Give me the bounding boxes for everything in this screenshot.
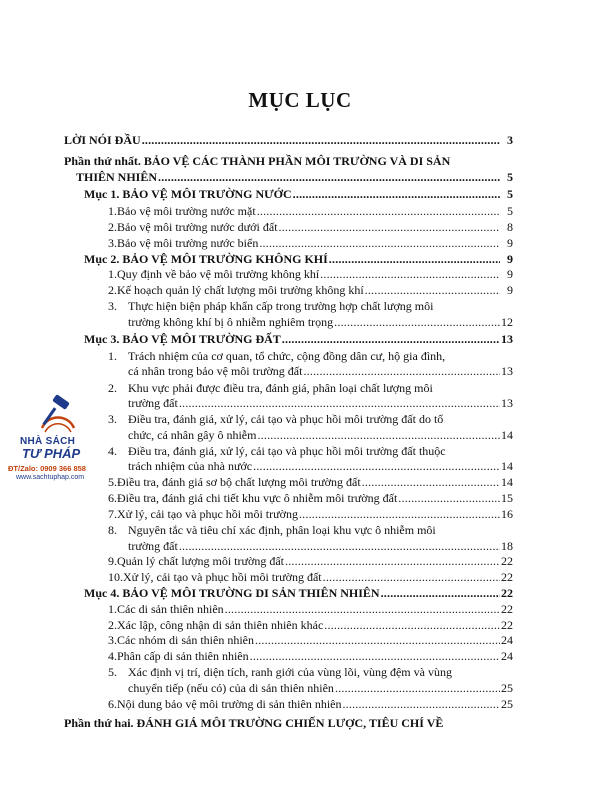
toc-part2[interactable]: Phần thứ hai. ĐÁNH GIÁ MÔI TRƯỜNG CHIẾN LƯỢC, TIÊU CHÍ VỀ bbox=[64, 716, 444, 730]
publisher-name-line1: NHÀ SÁCH bbox=[20, 436, 76, 447]
toc-item-line2[interactable]: cá nhân trong bảo vệ môi trường đất ..... 13 bbox=[128, 363, 513, 379]
toc-entry-part1[interactable]: THIÊN NHIÊN ..... 5 bbox=[76, 169, 513, 185]
toc-item-line1[interactable]: 5. Xác định vị trí, diện tích, ranh giới của vùng lõi, vùng đệm và vùng bbox=[108, 665, 452, 679]
toc-item[interactable]: 1. Các di sản thiên nhiên ..... 22 bbox=[108, 601, 513, 617]
publisher-phone: ĐT/Zalo: 0909 366 858 bbox=[8, 464, 86, 473]
toc-item[interactable]: 6. Nội dung bảo vệ môi trường di sản thiên nhiên ..... 25 bbox=[108, 696, 513, 712]
toc-item-line2[interactable]: trường không khí bị ô nhiễm nghiêm trọng ..... 12 bbox=[128, 314, 513, 330]
toc-item[interactable]: 3. Các nhóm di sản thiên nhiên ..... 24 bbox=[108, 632, 513, 648]
toc-item[interactable]: 10. Xử lý, cải tạo và phục hồi môi trường đất ..... 22 bbox=[108, 569, 513, 585]
toc-section-3[interactable]: Mục 3. BẢO VỆ MÔI TRƯỜNG ĐẤT ..... 13 bbox=[84, 331, 513, 347]
toc-section-2[interactable]: Mục 2. BẢO VỆ MÔI TRƯỜNG KHÔNG KHÍ ..... 9 bbox=[84, 251, 513, 267]
toc-part1-line1[interactable]: Phần thứ nhất. BẢO VỆ CÁC THÀNH PHẦN MÔI TRƯỜNG VÀ DI SẢN bbox=[64, 154, 451, 168]
toc-item-line1[interactable]: 8. Nguyên tắc và tiêu chí xác định, phân loại khu vực ô nhiễm môi bbox=[108, 523, 436, 537]
toc-item[interactable]: 9. Quản lý chất lượng môi trường đất ..... 22 bbox=[108, 553, 513, 569]
toc-item[interactable]: 3. Bảo vệ môi trường nước biển ..... 9 bbox=[108, 235, 513, 251]
publisher-name-line2: TƯ PHÁP bbox=[22, 446, 81, 461]
toc-item[interactable]: 2. Kế hoạch quản lý chất lượng môi trường không khí ..... 9 bbox=[108, 282, 513, 298]
publisher-website: www.sachtuphap.com bbox=[16, 474, 85, 481]
publisher-logo bbox=[6, 392, 102, 486]
toc-item[interactable]: 2. Bảo vệ môi trường nước dưới đất ..... 8 bbox=[108, 219, 513, 235]
toc-item-line2[interactable]: trường đất ..... 13 bbox=[128, 395, 513, 411]
page-title: MỤC LỤC bbox=[248, 88, 352, 112]
toc-item-line2[interactable]: trường đất ..... 18 bbox=[128, 538, 513, 554]
toc-section-1[interactable]: Mục 1. BẢO VỆ MÔI TRƯỜNG NƯỚC ..... 5 bbox=[84, 186, 513, 202]
toc-item[interactable]: 6. Điều tra, đánh giá chi tiết khu vực ô nhiễm môi trường đất ..... 15 bbox=[108, 490, 513, 506]
toc-item-line2[interactable]: trách nhiệm của nhà nước ..... 14 bbox=[128, 458, 513, 474]
toc-item-line1[interactable]: 2. Khu vực phải được điều tra, đánh giá, phân loại chất lượng môi bbox=[108, 381, 433, 395]
toc-item[interactable]: 7. Xử lý, cải tạo và phục hồi môi trường ..... 16 bbox=[108, 506, 513, 522]
toc-item-line1[interactable]: 4. Điều tra, đánh giá, xử lý, cải tạo và phục hồi môi trường đất thuộc bbox=[108, 444, 446, 458]
toc-item-line2[interactable]: chuyển tiếp (nếu có) của di sản thiên nhiên ..... 25 bbox=[128, 680, 513, 696]
toc-item-line1[interactable]: 3. Điều tra, đánh giá, xử lý, cải tạo và phục hồi môi trường đất do tổ bbox=[108, 412, 444, 426]
toc-item-line2[interactable]: chức, cá nhân gây ô nhiễm ..... 14 bbox=[128, 427, 513, 443]
toc-item-line1[interactable]: 1. Trách nhiệm của cơ quan, tổ chức, cộng đồng dân cư, hộ gia đình, bbox=[108, 349, 446, 363]
toc-section-4[interactable]: Mục 4. BẢO VỆ MÔI TRƯỜNG DI SẢN THIÊN NHIÊN ..... 22 bbox=[84, 585, 513, 601]
toc-item[interactable]: 1. Quy định về bảo vệ môi trường không khí ..... 9 bbox=[108, 266, 513, 282]
toc-item[interactable]: 1. Bảo vệ môi trường nước mặt ..... 5 bbox=[108, 203, 513, 219]
toc-item-line1[interactable]: 3. Thực hiện biện pháp khẩn cấp trong trường hợp chất lượng môi bbox=[108, 299, 434, 313]
gavel-icon bbox=[36, 394, 80, 436]
toc-item[interactable]: 5. Điều tra, đánh giá sơ bộ chất lượng môi trường đất ..... 14 bbox=[108, 474, 513, 490]
toc-item[interactable]: 4. Phân cấp di sản thiên nhiên ..... 24 bbox=[108, 648, 513, 664]
toc-entry-preface[interactable]: LỜI NÓI ĐẦU ..... 3 bbox=[64, 132, 513, 148]
toc-item[interactable]: 2. Xác lập, công nhận di sản thiên nhiên khác ..... 22 bbox=[108, 617, 513, 633]
